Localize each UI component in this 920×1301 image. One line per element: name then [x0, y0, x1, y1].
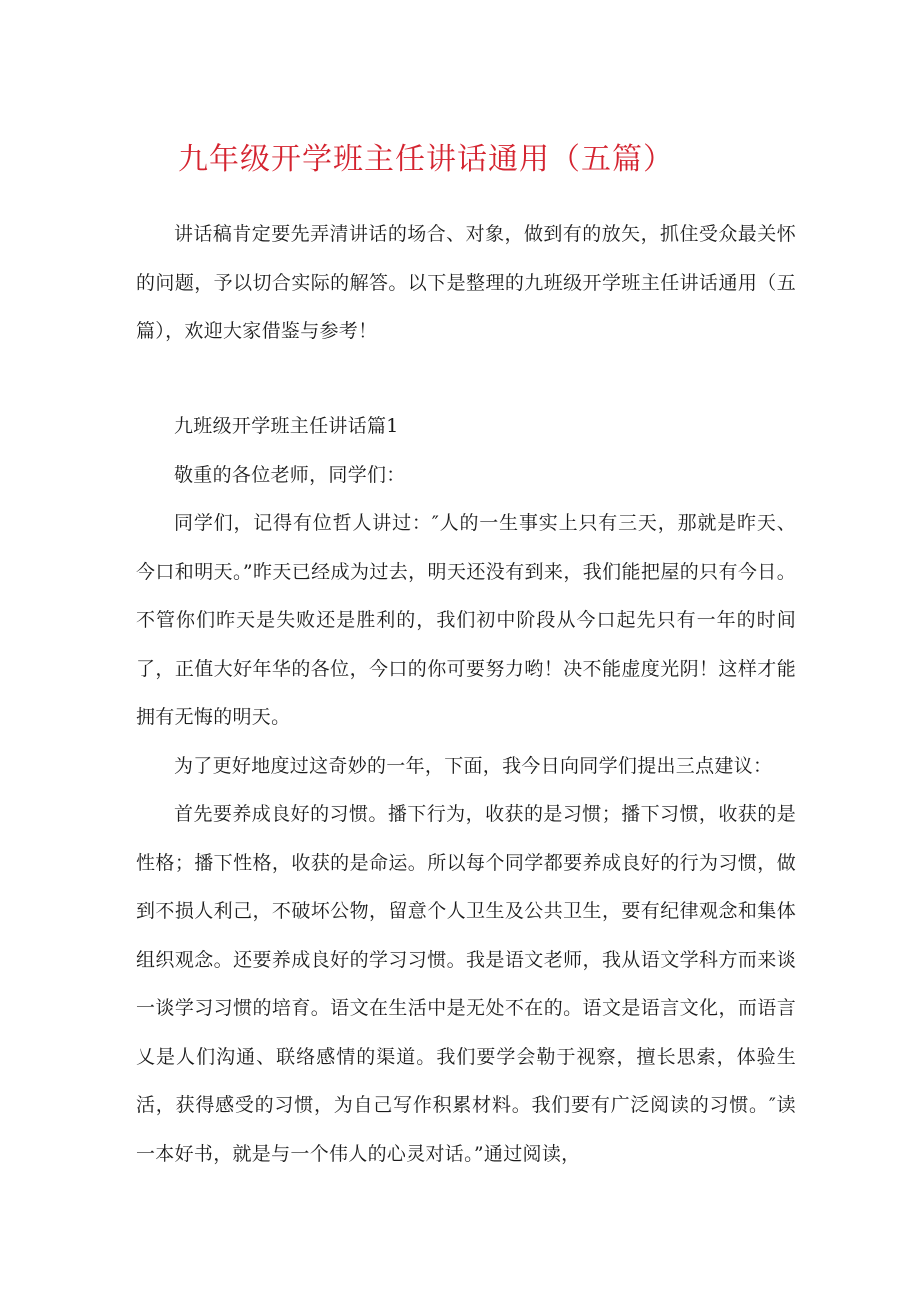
body-paragraph: 同学们，记得有位哲人讲过：″人的一生事实上只有三天，那就是昨天、今口和明天。”昨天已经成为过去，明天还没有到来，我们能把屋的只有今日。不管你们昨天是失败还是胜利的，我们初中阶段从今口起先只有一年的时间了，正值大好年华的各位，今口的你可要努力哟！决不能虚度光阴！这样才能拥有无悔的明天。 — [136, 512, 796, 728]
body-paragraph: 为了更好地度过这奇妙的一年，下面，我今日向同学们提出三点建议： — [174, 754, 773, 777]
intro-paragraph: 讲话稿肯定要先弄清讲话的场合、对象，做到有的放矢，抓住受众最关怀的问题，予以切合实际的解答。以下是整理的九班级开学班主任讲话通用（五篇），欢迎大家借鉴与参考！ — [136, 223, 796, 342]
speech-section-1 — [136, 402, 796, 1178]
body-paragraph: 首先要养成良好的习惯。播下行为，收获的是习惯；播下习惯，收获的是性格；播下性格，收获的是命运。所以每个同学都要养成良好的行为习惯，做到不损人利己，不破坏公物，留意个人卫生及公共卫生，要有纪律观念和集体组织观念。还要养成良好的学习习惯。我是语文老师，我从语文学科方而来谈一谈学习习惯的培育。语文在生活中是无处不在的。语文是语言文化，而语言乂是人们沟通、联络感情的渠道。我们要学会勒于视察，擅长思索，体验生活，获得感受的习惯，为自己写作积累材料。我们要有广泛阅读的习惯。″读一本好书，就是与一个伟人的心灵对话。”通过阅读， — [136, 803, 796, 1165]
greeting-line: 敬重的各位老师，同学们： — [174, 463, 406, 486]
document-title: 九年级开学班主任讲话通用（五篇） — [178, 142, 674, 177]
section-heading: 九班级开学班主任讲话篇1 — [174, 415, 399, 437]
